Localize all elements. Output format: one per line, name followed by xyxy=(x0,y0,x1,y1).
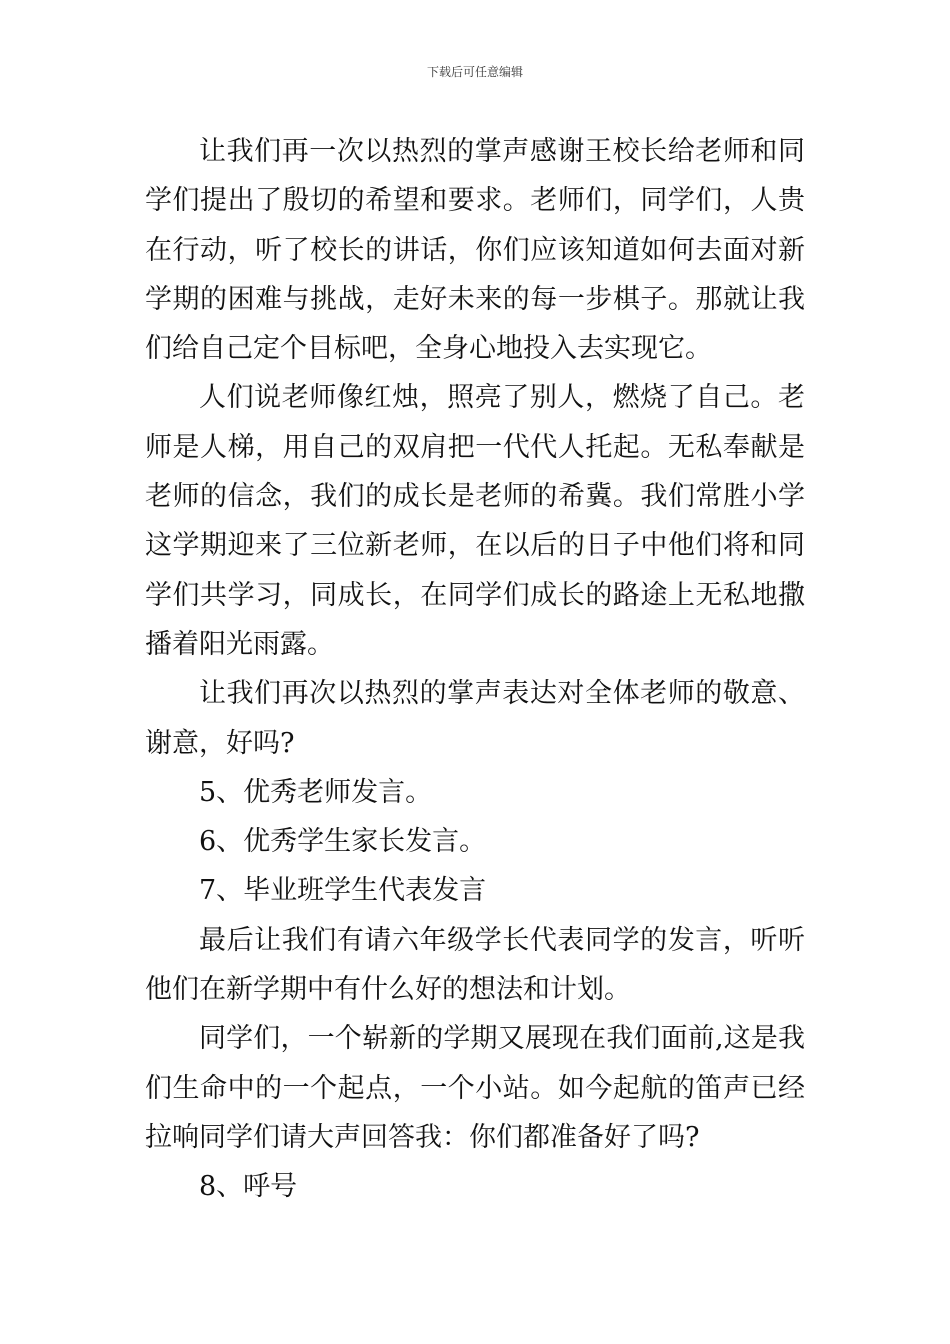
page-header-note: 下载后可任意编辑 xyxy=(426,65,523,79)
paragraph-new-semester: 同学们，一个崭新的学期又展现在我们面前,这是我们生命中的一个起点，一个小站。如今起航的笛声已经拉响同学们请大声回答我：你们都准备好了吗? xyxy=(145,1023,805,1153)
document-body xyxy=(145,127,805,1212)
paragraph-thanks-principal: 让我们再一次以热烈的掌声感谢王校长给老师和同学们提出了殷切的希望和要求。老师们，同学们，人贵在行动，听了校长的讲话，你们应该知道如何去面对新学期的困难与挑战，走好未来的每一步棋子。那就让我们给自己定个目标吧，全身心地投入去实现它。 xyxy=(145,136,805,365)
paragraph-applause-teachers: 让我们再次以热烈的掌声表达对全体老师的敬意、谢意，好吗? xyxy=(145,678,805,759)
paragraph-invite-student: 最后让我们有请六年级学长代表同学的发言，听听他们在新学期中有什么好的想法和计划。 xyxy=(145,924,805,1006)
agenda-item-8: 8、呼号 xyxy=(199,1171,298,1203)
agenda-item-7: 7、毕业班学生代表发言 xyxy=(199,875,487,907)
paragraph-teachers-praise: 人们说老师像红烛，照亮了别人，燃烧了自己。老师是人梯，用自己的双肩把一代代人托起。无私奉献是老师的信念，我们的成长是老师的希冀。我们常胜小学这学期迎来了三位新老师，在以后的日子中他们将和同学们共学习，同成长，在同学们成长的路途上无私地撒播着阳光雨露。 xyxy=(145,382,805,660)
agenda-item-6: 6、优秀学生家长发言。 xyxy=(199,826,487,858)
agenda-item-5: 5、优秀老师发言。 xyxy=(199,776,433,808)
